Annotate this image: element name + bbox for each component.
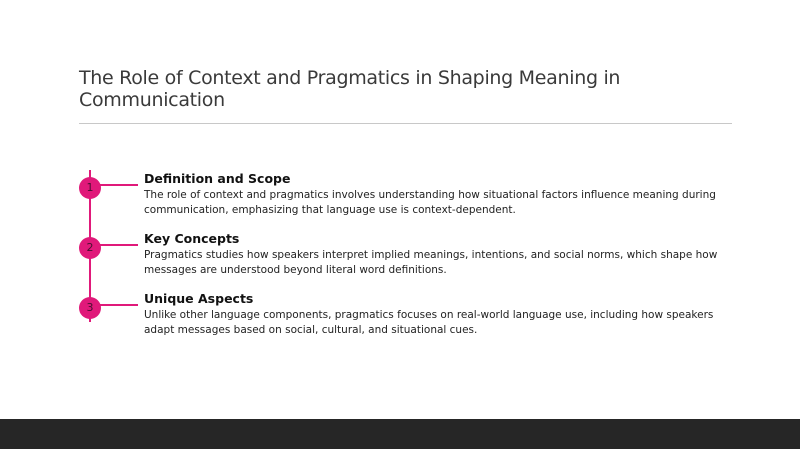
title-divider: [79, 123, 732, 124]
footer-bar: [0, 419, 800, 449]
timeline-node-3: 3: [79, 297, 101, 319]
slide-title: The Role of Context and Pragmatics in Shaping Meaning in Communication: [79, 67, 621, 111]
timeline-connector-3: [100, 304, 138, 306]
timeline-node-1: 1: [79, 177, 101, 199]
timeline-item-1: [144, 171, 734, 218]
item-heading: Definition and Scope: [144, 171, 291, 186]
timeline-node-2: 2: [79, 237, 101, 259]
item-heading: Key Concepts: [144, 231, 240, 246]
timeline-connector-2: [100, 244, 138, 246]
timeline-item-3: [144, 291, 734, 338]
item-body: Unlike other language components, pragmatics focuses on real-world language use, including how speakers adapt messages based on social, cultural, and situational cues.: [144, 309, 714, 336]
item-body: Pragmatics studies how speakers interpret implied meanings, intentions, and social norms, which shape how messages are understood beyond literal word definitions.: [144, 249, 718, 276]
timeline-connector-1: [100, 184, 138, 186]
timeline-item-2: [144, 231, 734, 278]
item-body: The role of context and pragmatics involves understanding how situational factors influence meaning during communication, emphasizing that language use is context-dependent.: [144, 189, 716, 216]
item-heading: Unique Aspects: [144, 291, 254, 306]
